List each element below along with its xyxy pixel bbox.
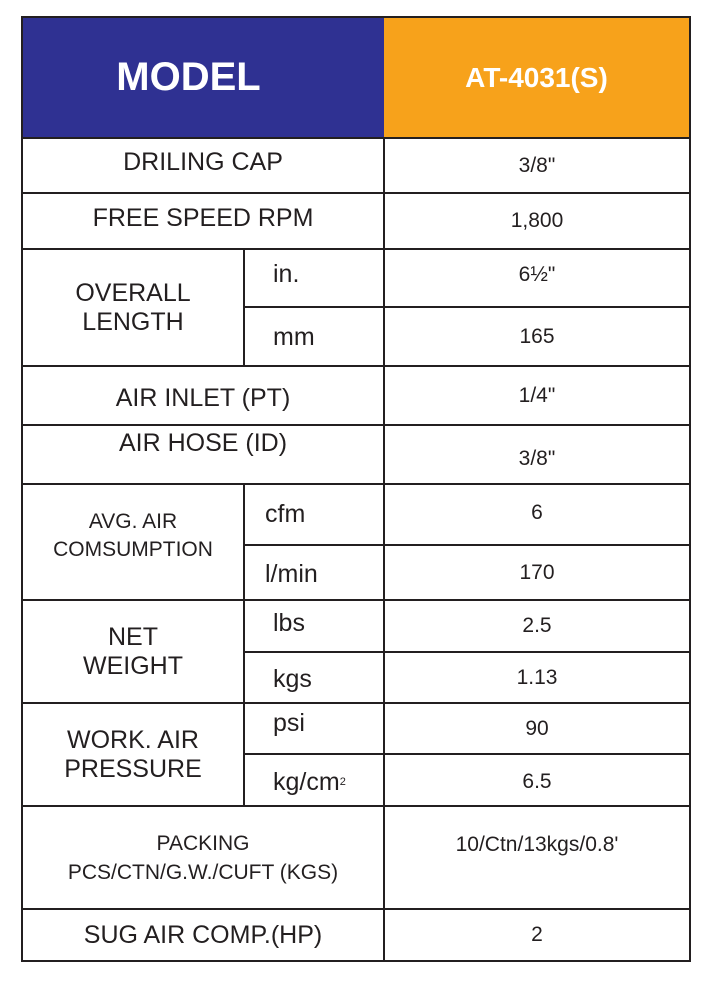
packing-value: 10/Ctn/13kgs/0.8' — [455, 832, 619, 856]
overall-length-label — [23, 250, 243, 365]
air-inlet-value: 1/4" — [518, 383, 556, 407]
net-weight-value-lbs: 2.5 — [522, 614, 552, 637]
free-speed-value: 1,800 — [510, 209, 564, 232]
overall-length-label-line2: LENGTH — [82, 307, 184, 336]
air-consumption-label — [23, 485, 243, 599]
air-consumption-label-line1: AVG. AIR — [88, 510, 178, 533]
net-weight-label — [23, 601, 243, 702]
model-header-label: MODEL — [23, 18, 384, 137]
work-pressure-unit-kgcm2-text: kg/cm — [273, 767, 340, 796]
work-pressure-label-line2: PRESSURE — [64, 754, 202, 783]
air-consumption-label-line2: COMSUMPTION — [53, 538, 213, 561]
work-pressure-unit-psi: psi — [273, 709, 305, 737]
air-consumption-unit-lmin: l/min — [265, 560, 318, 588]
driling-cap-label: DRILING CAP — [123, 148, 283, 176]
air-consumption-unit-cfm: cfm — [265, 500, 306, 528]
work-pressure-value-kgcm2: 6.5 — [522, 770, 552, 793]
overall-length-unit-mm: mm — [273, 323, 315, 351]
packing-label-line2: PCS/CTN/G.W./CUFT (KGS) — [67, 860, 339, 884]
free-speed-label: FREE SPEED RPM — [92, 203, 314, 232]
overall-length-value-mm: 165 — [519, 324, 555, 348]
net-weight-label-line2: WEIGHT — [83, 651, 183, 680]
driling-cap-value: 3/8" — [518, 153, 556, 177]
overall-length-value-in: 6½" — [518, 263, 556, 286]
overall-length-label-line1: OVERALL — [75, 278, 191, 307]
spec-table — [21, 16, 691, 962]
model-header-value: AT-4031(S) — [384, 18, 689, 137]
net-weight-label-line1: NET — [108, 622, 158, 651]
packing-label — [23, 807, 383, 908]
packing-label-line1: PACKING — [156, 831, 250, 855]
air-hose-value: 3/8" — [518, 446, 556, 470]
overall-length-unit-in: in. — [273, 259, 300, 288]
work-pressure-unit-kgcm2-sup: 2 — [339, 776, 346, 788]
air-consumption-value-lmin: 170 — [519, 560, 555, 584]
sug-air-comp-value: 2 — [531, 923, 543, 946]
air-consumption-value-cfm: 6 — [531, 500, 543, 524]
net-weight-value-kgs: 1.13 — [516, 665, 558, 689]
work-pressure-unit-kgcm2 — [245, 755, 383, 805]
net-weight-unit-lbs: lbs — [273, 608, 305, 637]
sug-air-comp-label: SUG AIR COMP.(HP) — [83, 920, 323, 949]
air-inlet-label: AIR INLET (PT) — [115, 384, 291, 412]
air-hose-label: AIR HOSE (ID) — [118, 429, 288, 457]
work-pressure-value-psi: 90 — [525, 716, 549, 740]
work-pressure-label — [23, 704, 243, 805]
work-pressure-label-line1: WORK. AIR — [67, 725, 199, 754]
net-weight-unit-kgs: kgs — [273, 665, 312, 693]
